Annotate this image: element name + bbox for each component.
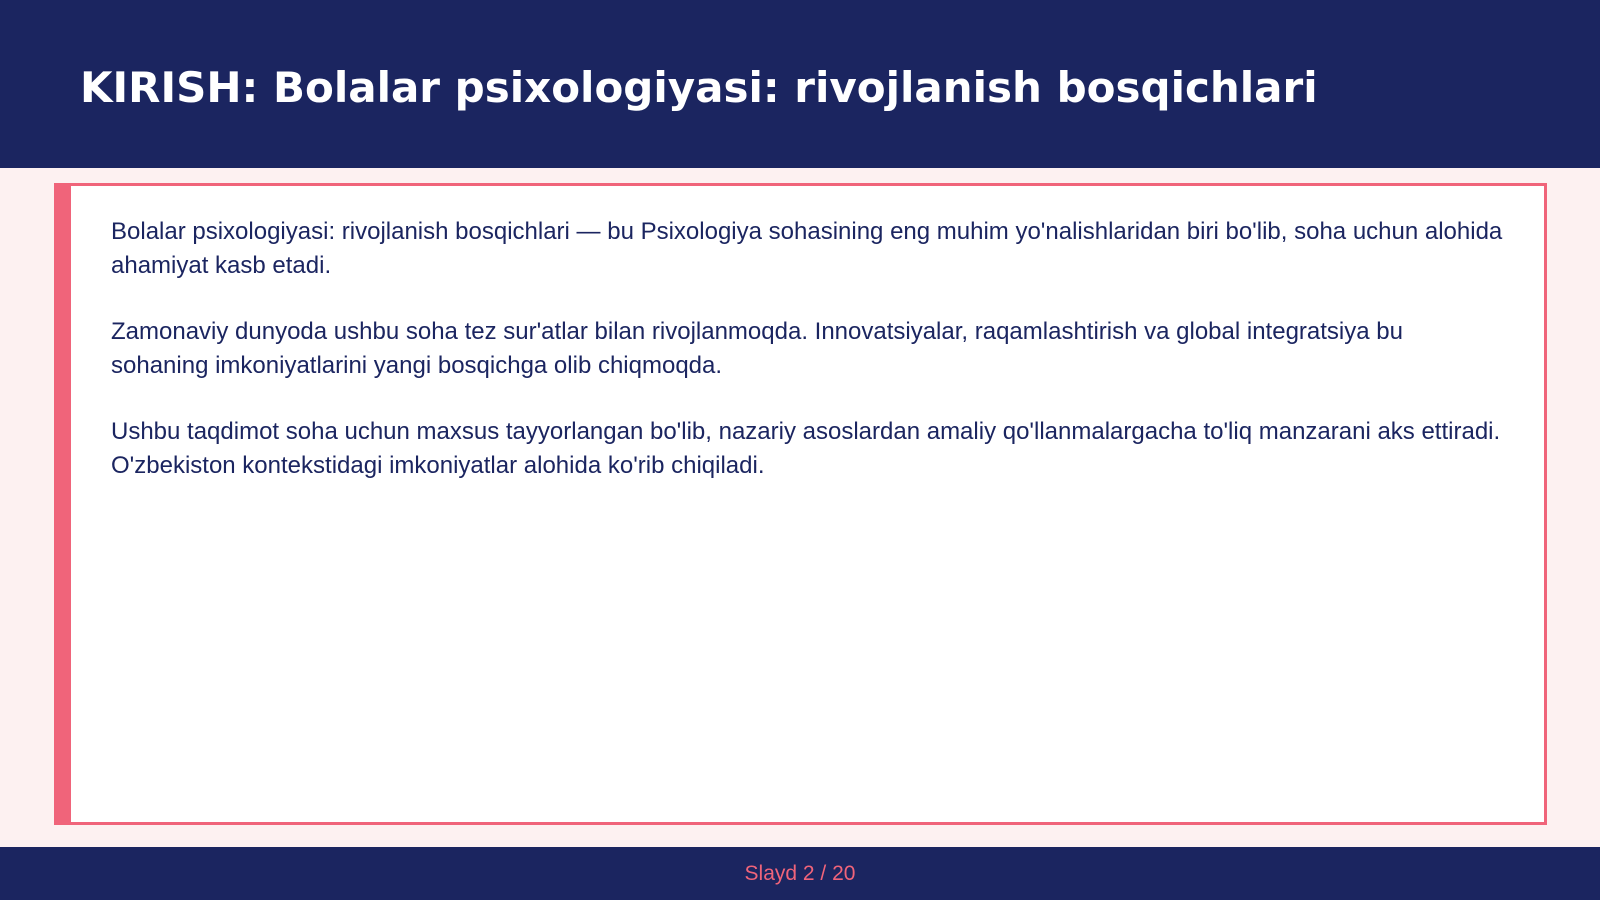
- content-card: [54, 183, 1547, 825]
- slide-counter: Slayd 2 / 20: [744, 862, 856, 885]
- content-paragraph: Ushbu taqdimot soha uchun maxsus tayyorlangan bo'lib, nazariy asoslardan amaliy qo'llanmalargacha to'liq manzarani aks ettiradi. O'zbekiston kontekstidagi imkoniyatlar alohida ko'rib chiqiladi.: [111, 418, 1501, 479]
- slide-footer: [0, 847, 1600, 900]
- slide-title: KIRISH: Bolalar psixologiyasi: rivojlanish bosqichlari: [80, 63, 1318, 112]
- slide-header: [0, 0, 1600, 168]
- content-paragraph: Bolalar psixologiyasi: rivojlanish bosqichlari — bu Psixologiya sohasining eng muhim yo'nalishlaridan biri bo'lib, soha uchun alohida ahamiyat kasb etadi.: [111, 218, 1503, 279]
- content-paragraph: Zamonaviy dunyoda ushbu soha tez sur'atlar bilan rivojlanmoqda. Innovatsiyalar, raqamlashtirish va global integratsiya bu sohaning imkoniyatlarini yangi bosqichga olib chiqmoqda.: [111, 318, 1403, 379]
- content-body: [111, 215, 1504, 515]
